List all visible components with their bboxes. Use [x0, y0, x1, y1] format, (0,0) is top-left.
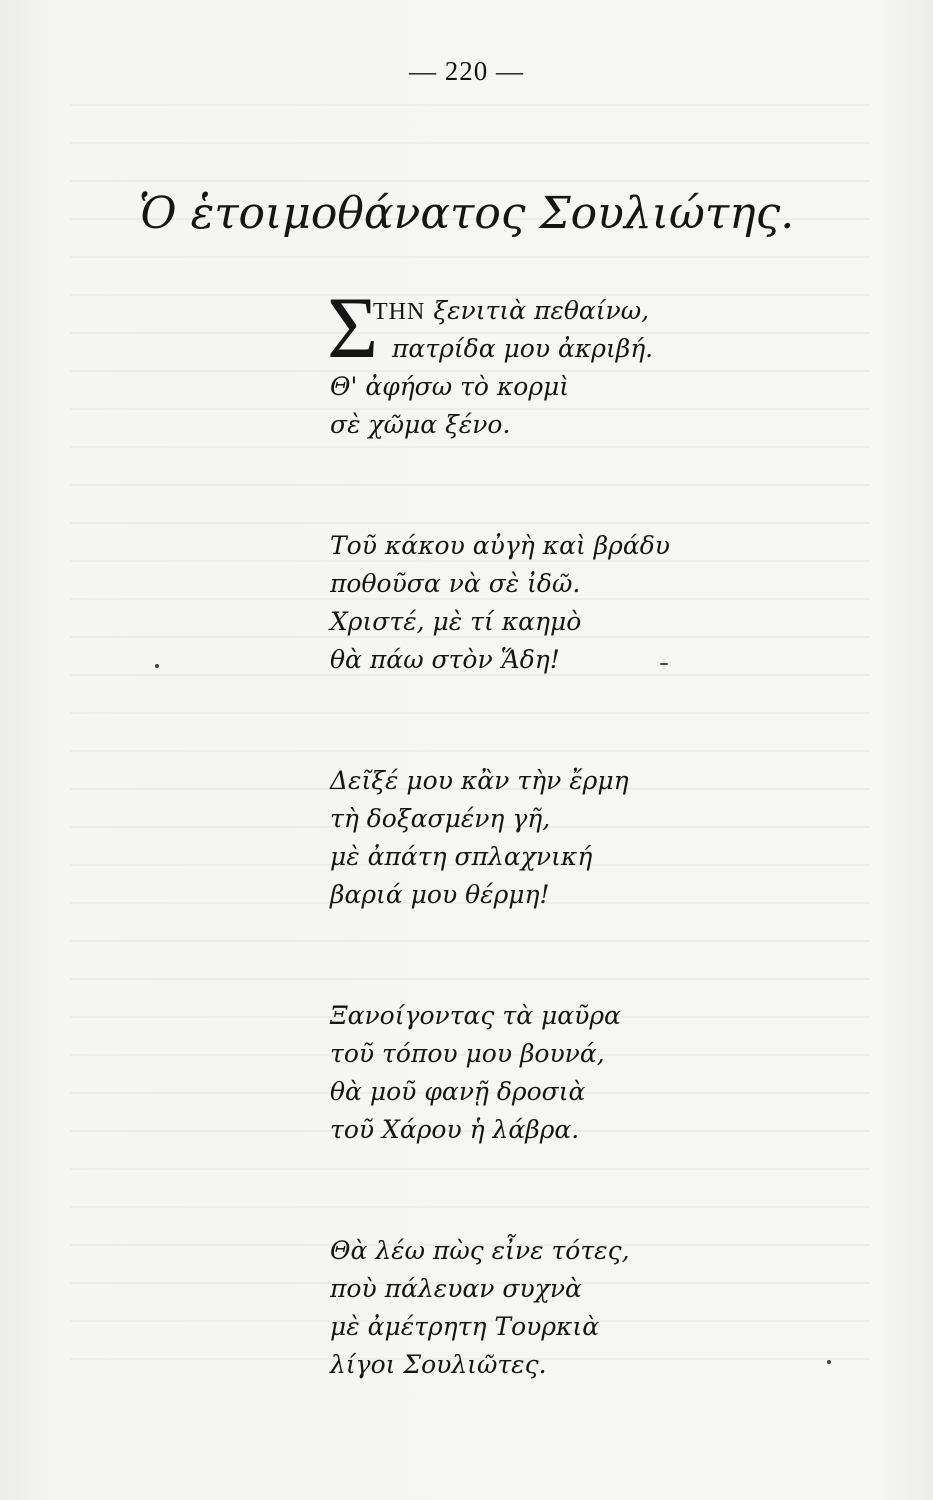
poem-line: θὰ πάω στὸν Ἅδη!: [330, 645, 560, 674]
poem-title: Ὁ ἑτοιμοθάνατος Σουλιώτης.: [138, 188, 795, 239]
stanza-4: [330, 997, 750, 1149]
poem-line: Τοῦ κάκου αὐγὴ καὶ βράδυ: [330, 531, 670, 560]
poem-line: ποὺ πάλευαν συχνὰ: [330, 1274, 582, 1303]
poem-line: Ξανοίγοντας τὰ μαῦρα: [330, 1001, 621, 1030]
poem-body: [327, 280, 750, 1384]
print-speck: [827, 1360, 831, 1364]
poem-line: Χριστέ, μὲ τί καημὸ: [330, 607, 582, 636]
poem-line: Δεῖξέ μου κἂν τὴν ἔρμη: [330, 766, 629, 795]
poem-line: ποθοῦσα νὰ σὲ ἰδῶ.: [330, 569, 581, 598]
poem-line: μὲ ἀπάτη σπλαχνική: [330, 842, 593, 871]
page-number: — 220 —: [409, 56, 524, 86]
stanza-2: [330, 527, 750, 679]
stanza-3: [330, 762, 750, 914]
print-speck: [660, 663, 668, 665]
poem-line: θὰ μοῦ φανῇ δροσιὰ: [330, 1077, 586, 1106]
poem-line: πατρίδα μου ἀκριβή.: [392, 334, 654, 363]
poem-line: Θ' ἀφήσω τὸ κορμὶ: [330, 372, 570, 401]
poem-line: τοῦ Χάρου ἡ λάβρα.: [330, 1115, 580, 1144]
poem-line: [330, 292, 750, 330]
poem-line: τοῦ τόπου μου βουνά,: [330, 1039, 605, 1068]
poem-line: σὲ χῶμα ξένο.: [330, 410, 511, 439]
line-text: ξενιτιὰ πεθαίνω,: [433, 296, 650, 325]
poem-line: λίγοι Σουλιῶτες.: [330, 1350, 547, 1379]
poem-line: Θὰ λέω πὼς εἶνε τότες,: [330, 1236, 630, 1265]
stanza-1: [330, 292, 750, 444]
poem-line: βαριά μου θέρμη!: [330, 880, 550, 909]
poem-line: μὲ ἀμέτρητη Τουρκιὰ: [330, 1312, 600, 1341]
stanza-5: [330, 1232, 750, 1384]
first-line-caps: ΤΗΝ: [373, 299, 426, 325]
poem-line: τὴ δοξασμένη γῆ,: [330, 804, 551, 833]
print-speck: [155, 664, 159, 668]
drop-cap: Σ: [327, 280, 379, 377]
